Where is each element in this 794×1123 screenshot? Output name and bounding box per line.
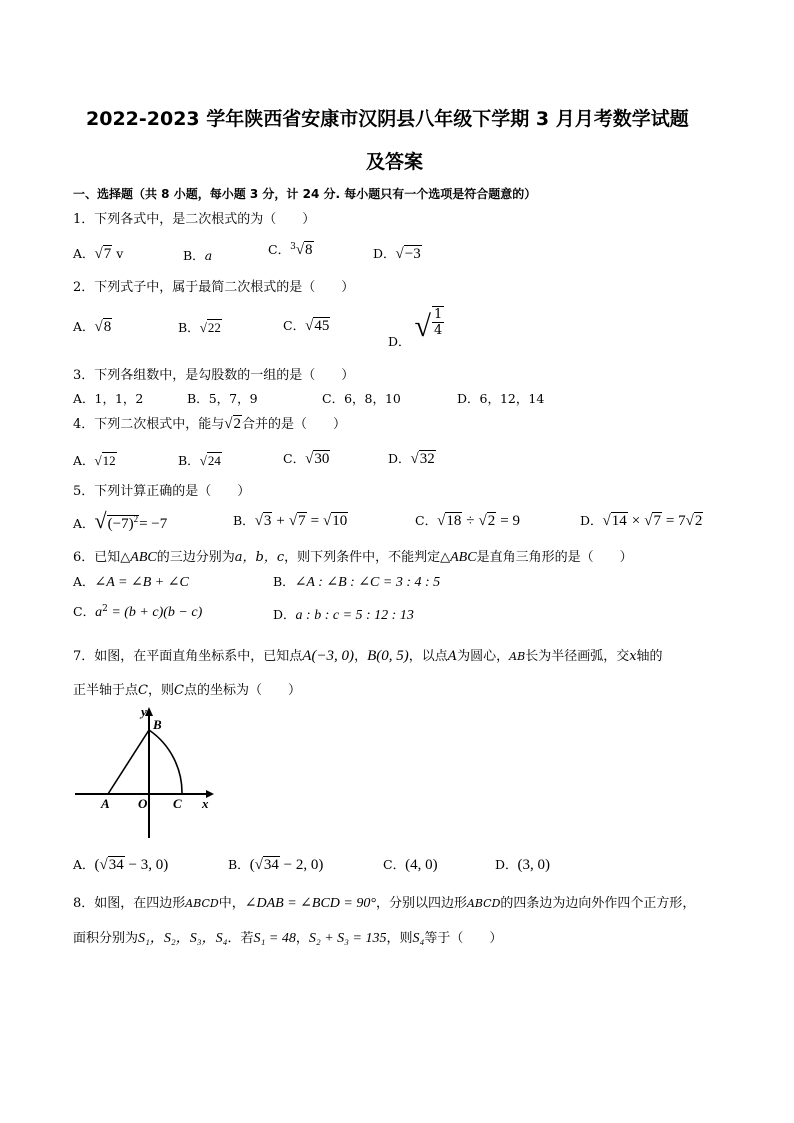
label-y: y [141,704,147,719]
q4-option-d: D．√32 [388,451,435,467]
label-b: B [153,717,162,732]
label-c: C [173,796,182,811]
q8-stem-line1: 8．如图，在四边形ABCD中，∠DAB = ∠BCD = 90°，分别以四边形ABCD的四条边为边向外作四个正方形， [73,896,696,911]
q2-stem: 2．下列式子中，属于最简二次根式的是（ ） [73,280,355,295]
q7-stem-line1: 7．如图，在平面直角坐标系中，已知点A(−3, 0)，B(0, 5)，以点A为圆心，AB长为半径画弧，交x轴的 [73,648,663,664]
label-x: x [202,796,209,811]
segment-ab [108,730,149,794]
q4-stem: 4．下列二次根式中，能与√2合并的是（ ） [73,416,347,432]
q1-option-a: A．√7 v [73,246,124,262]
q5-option-b: B．√3 + √7 = √10 [233,513,348,529]
q5-stem: 5．下列计算正确的是（ ） [73,484,251,499]
q3-option-d: D．6，12，14 [457,391,545,406]
q6-option-d: D．a : b : c = 5 : 12 : 13 [273,607,414,623]
q1-option-c: C．$^3$√8 [268,241,313,258]
q3-stem: 3．下列各组数中，是勾股数的一组的是（ ） [73,368,355,383]
q4-option-a: A．√12 [73,453,116,468]
q2-option-c: C．√45 [283,318,330,334]
q2-option-d: D． √ $\frac{1}{4}$ [388,307,443,349]
label-o: O [138,796,148,811]
q7-option-d: D．(3, 0) [495,857,551,873]
q8-stem-line2: 面积分别为S₁，S₂，S₃，S₄．若S₁ = 48，S₂ + S₃ = 135，则S₄等于（ ） [73,931,503,946]
q4-option-c: C．√30 [283,451,330,467]
q6-option-c: C．$a^2 = (b + c)(b - c)$ [73,603,203,620]
q3-option-a: A．1，1，2 [73,391,144,406]
q1-option-b: B．a [183,248,213,263]
q6-option-b: B．∠A : ∠B : ∠C = 3 : 4 : 5 [273,574,441,590]
doc-title-line2: 及答案 [366,151,424,173]
q4-option-b: B．√24 [178,453,221,468]
arc-bc [149,730,182,794]
doc-title-line1: 2022-2023 学年陕西省安康市汉阴县八年级下学期 3 月月考数学试题 [86,108,689,130]
q6-option-a: A．∠A = ∠B + ∠C [73,574,189,590]
q3-option-c: C．6，8，10 [322,391,401,406]
q5-option-a: A．$√(-7)^2= -7$ [73,508,168,533]
section-heading: 一、选择题（共 8 小题，每小题 3 分，计 24 分. 每小题只有一个选项是符合题意的） [73,187,537,201]
q5-option-c: C．√18 ÷ √2 = 9 [415,513,520,529]
q3-option-b: B．5，7，9 [187,391,258,406]
q2-option-a: A．√8 [73,319,112,335]
q7-option-a: A．(√34 − 3, 0) [73,857,169,873]
q7-figure [70,700,220,845]
q5-option-d: D．√14 × √7 = 7√2 [580,513,703,529]
q7-option-b: B．(√34 − 2, 0) [228,857,324,873]
q1-stem: 1．下列各式中，是二次根式的为（ ） [73,212,316,227]
q6-stem: 6．已知△ABC的三边分别为a，b，c，则下列条件中，不能判定△ABC是直角三角形的是（ ） [73,550,633,565]
label-a: A [101,796,110,811]
q2-option-b: B．√22 [178,320,221,335]
q7-stem-line2: 正半轴于点C，则C点的坐标为（ ） [73,683,301,698]
q7-option-c: C．(4, 0) [383,857,438,873]
q1-option-d: D．√−3 [373,246,421,262]
